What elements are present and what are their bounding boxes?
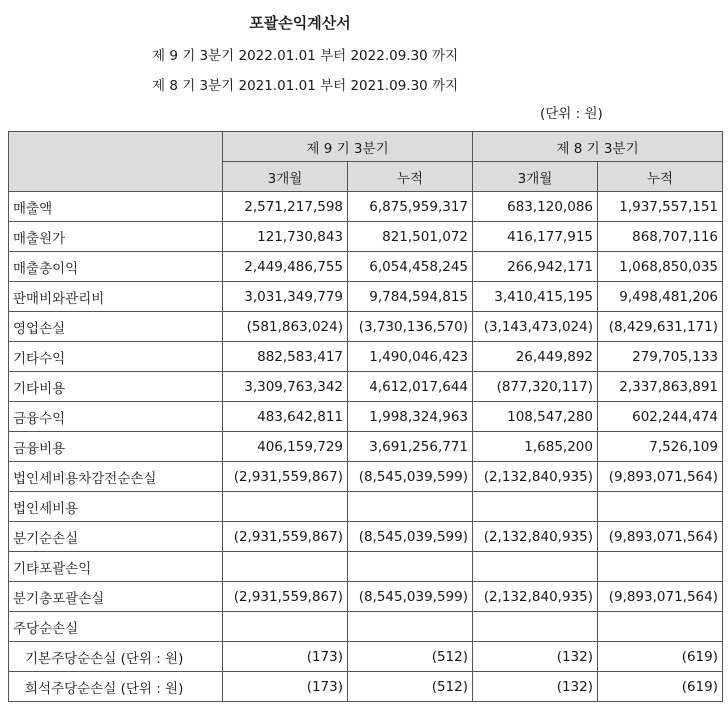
header-row-group — [9, 132, 723, 162]
table-row — [9, 402, 723, 432]
header-current-3month: 3개월 — [223, 162, 348, 192]
row-value — [223, 552, 348, 582]
row-value: 3,309,763,342 — [223, 372, 348, 402]
row-value: (2,931,559,867) — [223, 462, 348, 492]
row-value: (173) — [223, 642, 348, 672]
row-value: (173) — [223, 672, 348, 702]
row-value: 483,642,811 — [223, 402, 348, 432]
table-row — [9, 312, 723, 342]
table-row — [9, 612, 723, 642]
row-value — [473, 612, 598, 642]
row-value: 2,449,486,755 — [223, 252, 348, 282]
table-row — [9, 252, 723, 282]
table-row — [9, 672, 723, 702]
row-value — [598, 492, 723, 522]
row-value: (2,132,840,935) — [473, 462, 598, 492]
row-value — [473, 552, 598, 582]
row-value: (9,893,071,564) — [598, 582, 723, 612]
row-value: 266,942,171 — [473, 252, 598, 282]
row-value: (8,429,631,171) — [598, 312, 723, 342]
row-label: 기타수익 — [9, 342, 223, 372]
row-value: (8,545,039,599) — [348, 582, 473, 612]
row-value: 9,498,481,206 — [598, 282, 723, 312]
row-label: 법인세비용차감전순손실 — [9, 462, 223, 492]
row-value: 6,054,458,245 — [348, 252, 473, 282]
row-value: (2,132,840,935) — [473, 522, 598, 552]
row-value: 2,337,863,891 — [598, 372, 723, 402]
row-value — [223, 492, 348, 522]
period-current: 제 9 기 3분기 2022.01.01 부터 2022.09.30 까지 — [152, 48, 459, 64]
row-label: 금융수익 — [9, 402, 223, 432]
row-label: 영업손실 — [9, 312, 223, 342]
row-value: 1,685,200 — [473, 432, 598, 462]
row-value: 416,177,915 — [473, 222, 598, 252]
row-value — [348, 552, 473, 582]
row-label: 희석주당순손실 (단위 : 원) — [9, 672, 223, 702]
row-value: (512) — [348, 672, 473, 702]
row-value — [473, 492, 598, 522]
row-label: 주당순손실 — [9, 612, 223, 642]
statement-title: 포괄손익계산서 — [249, 14, 351, 32]
row-value: (9,893,071,564) — [598, 462, 723, 492]
row-value: 683,120,086 — [473, 192, 598, 222]
table-row — [9, 282, 723, 312]
row-value: (3,730,136,570) — [348, 312, 473, 342]
row-value: (132) — [473, 672, 598, 702]
header-prior-period: 제 8 기 3분기 — [473, 132, 723, 162]
row-label: 매출총이익 — [9, 252, 223, 282]
corner-header — [9, 132, 223, 192]
row-value: (2,132,840,935) — [473, 582, 598, 612]
row-label: 분기총포괄손실 — [9, 582, 223, 612]
row-label: 매출원가 — [9, 222, 223, 252]
row-value: (3,143,473,024) — [473, 312, 598, 342]
row-value — [348, 492, 473, 522]
row-value — [598, 612, 723, 642]
row-value: 821,501,072 — [348, 222, 473, 252]
row-value: (2,931,559,867) — [223, 522, 348, 552]
row-value: 882,583,417 — [223, 342, 348, 372]
table-row — [9, 462, 723, 492]
row-value: (877,320,117) — [473, 372, 598, 402]
row-value: (132) — [473, 642, 598, 672]
header-prior-3month: 3개월 — [473, 162, 598, 192]
row-value: 279,705,133 — [598, 342, 723, 372]
row-value: 1,490,046,423 — [348, 342, 473, 372]
row-value: 1,068,850,035 — [598, 252, 723, 282]
table-row — [9, 372, 723, 402]
row-label: 기타포괄손익 — [9, 552, 223, 582]
row-value: 602,244,474 — [598, 402, 723, 432]
row-value: 4,612,017,644 — [348, 372, 473, 402]
table-row — [9, 642, 723, 672]
row-label: 법인세비용 — [9, 492, 223, 522]
row-label: 금융비용 — [9, 432, 223, 462]
row-value: (8,545,039,599) — [348, 522, 473, 552]
row-value: 26,449,892 — [473, 342, 598, 372]
row-label: 판매비와관리비 — [9, 282, 223, 312]
row-value: 121,730,843 — [223, 222, 348, 252]
statement-body — [9, 192, 723, 702]
row-value: (2,931,559,867) — [223, 582, 348, 612]
row-value: 1,937,557,151 — [598, 192, 723, 222]
table-row — [9, 192, 723, 222]
table-row — [9, 432, 723, 462]
row-value: 406,159,729 — [223, 432, 348, 462]
row-value: 1,998,324,963 — [348, 402, 473, 432]
period-prior: 제 8 기 3분기 2021.01.01 부터 2021.09.30 까지 — [152, 78, 459, 94]
row-value: (8,545,039,599) — [348, 462, 473, 492]
income-statement-table — [8, 131, 723, 702]
row-label: 기타비용 — [9, 372, 223, 402]
row-value: 3,031,349,779 — [223, 282, 348, 312]
row-value — [348, 612, 473, 642]
header-current-period: 제 9 기 3분기 — [223, 132, 473, 162]
row-value: 108,547,280 — [473, 402, 598, 432]
unit-label: (단위 : 원) — [540, 106, 603, 122]
row-value: 9,784,594,815 — [348, 282, 473, 312]
table-row — [9, 552, 723, 582]
table-row — [9, 582, 723, 612]
row-value: 6,875,959,317 — [348, 192, 473, 222]
row-value: (581,863,024) — [223, 312, 348, 342]
header-prior-cumulative: 누적 — [598, 162, 723, 192]
row-value: (619) — [598, 672, 723, 702]
table-row — [9, 342, 723, 372]
table-row — [9, 222, 723, 252]
row-label: 분기순손실 — [9, 522, 223, 552]
row-value: (9,893,071,564) — [598, 522, 723, 552]
row-label: 매출액 — [9, 192, 223, 222]
table-row — [9, 522, 723, 552]
row-value: 3,691,256,771 — [348, 432, 473, 462]
header-current-cumulative: 누적 — [348, 162, 473, 192]
row-value: 7,526,109 — [598, 432, 723, 462]
table-row — [9, 492, 723, 522]
row-value: 868,707,116 — [598, 222, 723, 252]
row-value: (619) — [598, 642, 723, 672]
row-value: 2,571,217,598 — [223, 192, 348, 222]
row-value: (512) — [348, 642, 473, 672]
row-value — [598, 552, 723, 582]
row-value — [223, 612, 348, 642]
row-value: 3,410,415,195 — [473, 282, 598, 312]
row-label: 기본주당순손실 (단위 : 원) — [9, 642, 223, 672]
